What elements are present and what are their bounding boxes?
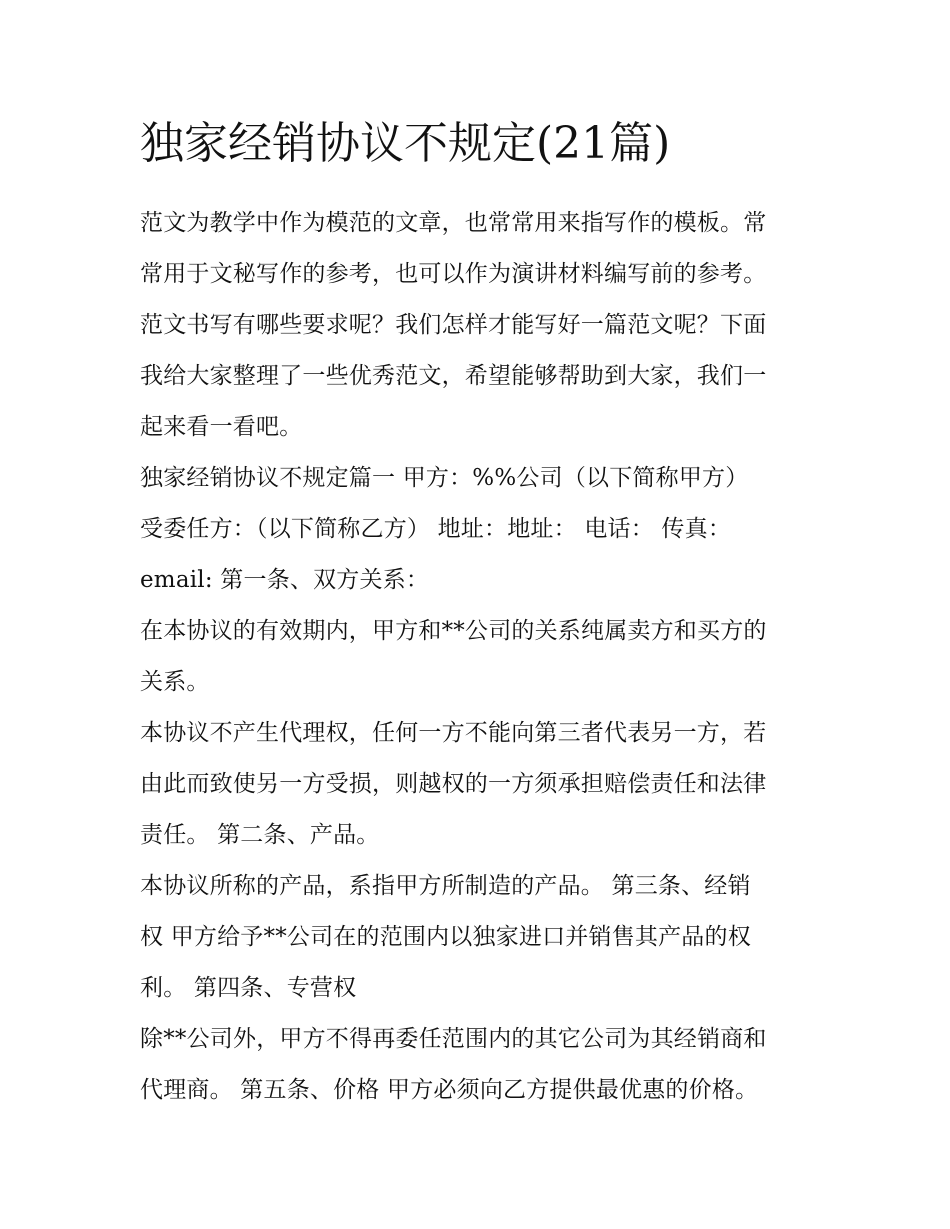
body-line: 起来看一看吧。 bbox=[140, 414, 303, 440]
body-line: email: 第一条、双方关系： bbox=[140, 567, 430, 593]
body-line: 受委任方：（以下简称乙方） 地址：地址： 电话： 传真： bbox=[140, 516, 732, 542]
body-line: 本协议所称的产品，系指甲方所制造的产品。 第三条、经销 bbox=[140, 873, 751, 899]
body-line: 由此而致使另一方受损，则越权的一方须承担赔偿责任和法律 bbox=[140, 771, 767, 797]
body-line: 在本协议的有效期内，甲方和**公司的关系纯属卖方和买方的 bbox=[140, 618, 767, 644]
body-line: 代理商。 第五条、价格 甲方必须向乙方提供最优惠的价格。 bbox=[140, 1077, 759, 1103]
body-line: 关系。 bbox=[140, 669, 210, 695]
body-line: 我给大家整理了一些优秀范文，希望能够帮助到大家，我们一 bbox=[140, 363, 767, 389]
body-line: 本协议不产生代理权，任何一方不能向第三者代表另一方，若 bbox=[140, 720, 767, 746]
body-line: 常用于文秘写作的参考，也可以作为演讲材料编写前的参考。 bbox=[140, 261, 767, 287]
body-line: 独家经销协议不规定篇一 甲方：%%公司（以下简称甲方） bbox=[140, 465, 749, 491]
document-body bbox=[140, 198, 820, 1116]
body-line: 除**公司外，甲方不得再委任范围内的其它公司为其经销商和 bbox=[140, 1026, 767, 1052]
body-line: 范文书写有哪些要求呢？我们怎样才能写好一篇范文呢？下面 bbox=[140, 312, 767, 338]
body-line: 利。 第四条、专营权 bbox=[140, 975, 357, 1001]
body-line: 范文为教学中作为模范的文章，也常常用来指写作的模板。常 bbox=[140, 210, 767, 236]
body-line: 权 甲方给予**公司在的范围内以独家进口并销售其产品的权 bbox=[140, 924, 751, 950]
document-title: 独家经销协议不规定(21篇) bbox=[140, 118, 671, 169]
body-line: 责任。 第二条、产品。 bbox=[140, 822, 380, 848]
